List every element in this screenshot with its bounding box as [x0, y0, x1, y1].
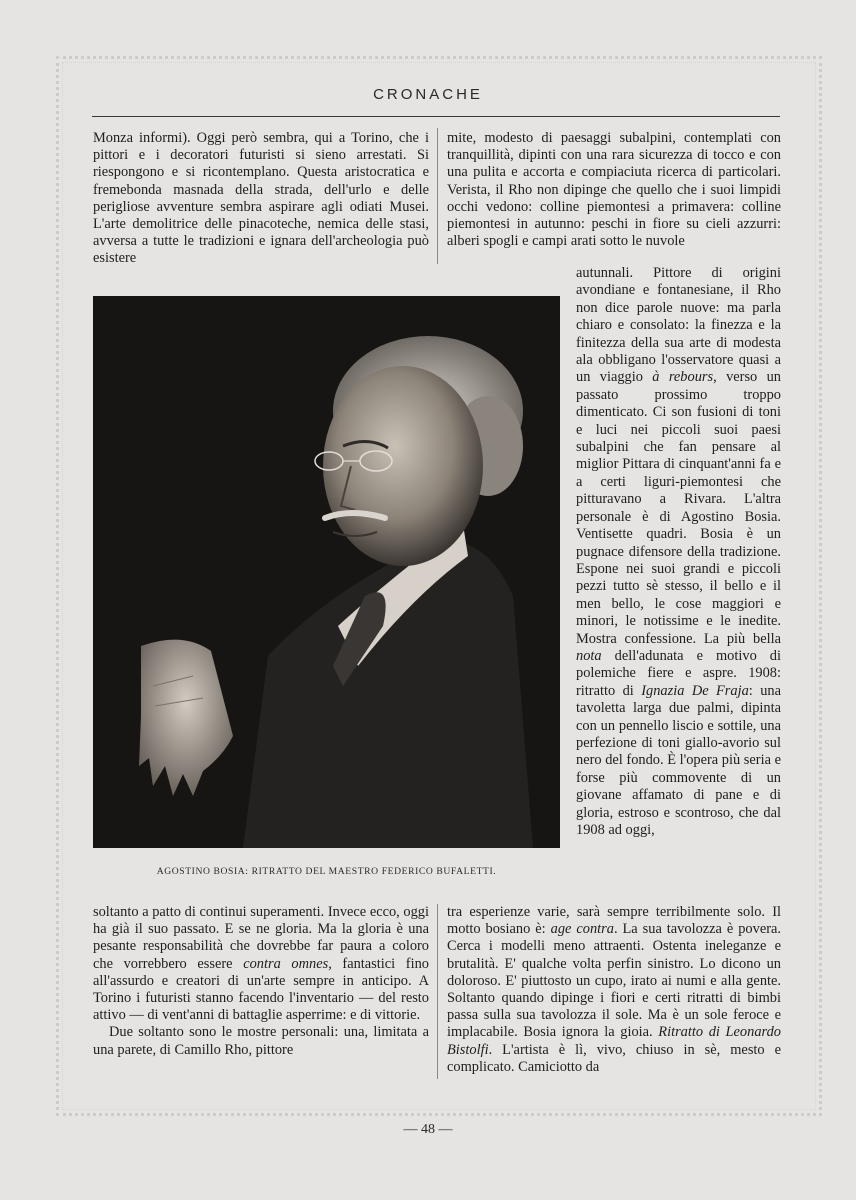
page-number: — 48 —: [403, 1122, 453, 1137]
paragraph: soltanto a patto di continui superamenti. Invece ecco, oggi ha già il suo passato. E se ne gloria. Ma la gloria è una pesante responsabilità che dovrebbe far paura a coloro che vorrebbero essere contra omnes, fantastici fino all'assurdo e creatori di un'arte sempre in anticipo. A Torino i futuristi stanno facendo l'inventario — del resto attivo — di vent'anni di battaglie asperrime: e di vittorie.: [93, 904, 429, 1024]
header-rule: [92, 116, 780, 117]
paragraph: autunnali. Pittore di origini avondiane e fontanesiane, il Rho non dice parole nuove: ma parla chiaro e consolato: la finezza e la finitezza della sua arte di modesta ala obbligano l'osservatore quasi a un viaggio à rebours, verso un passato prossimo troppo dimenticato. Ci son fusioni di toni e luci nei piccoli suoi paesi subalpini che fan pensare al miglior Pittara di cinquant'anni fa e a certi liguri-piemontesi che pitturavano a Rivara. L'altra personale è di Agostino Bosia. Ventisette quadri. Bosia è un pugnace difensore della tradizione. Espone nei suoi grandi e piccoli pezzi tutto sè stesso, il bello e il men bello, le cose maggiori e minori, le notissime e le inedite. Mostra confessione. La più bella nota dell'adunata e motivo di polemiche fiere e aspre. 1908: ritratto di Ignazia De Fraja: una tavoletta larga due palmi, dipinta con un pennello liscio e sottile, una perfezione di toni giallo-avorio sul nero del fondo. È l'opera più seria e forse più commovente di un giovane affamato di pane e di gloria, estroso e scontroso, che dal 1908 ad oggi,: [576, 265, 781, 838]
column-divider: [437, 128, 438, 264]
portrait-photo: [93, 296, 560, 848]
paragraph: Monza informi). Oggi però sembra, qui a Torino, che i pittori e i decoratori futuristi si sieno arrestati. Si riespongono e si ricontemplano. Questa aristocratica e fremebonda masnada della strada, dell'urlo e delle perigliose avventure sembra aspirare agli odiati Musei. L'arte demolitrice delle pinacoteche, nemica delle stasi, avversa a tutte le tradizioni e ignara dell'archeologia può esistere: [93, 130, 429, 267]
narrow-column: [576, 265, 781, 839]
left-column-bottom: [93, 904, 429, 1059]
photo-caption: AGOSTINO BOSIA: RITRATTO DEL MAESTRO FEDERICO BUFALETTI.: [156, 866, 497, 877]
paragraph: tra esperienze varie, sarà sempre terribilmente solo. Il motto bosiano è: age contra. La sua tavolozza è povera. Cerca i modelli meno attraenti. Ostenta ineleganze e brutalità. E' qualche volta perfin sinistro. Lo dicono un doloroso. E' piuttosto un cupo, irato ai numi e alla gente. Soltanto quando dipinge i fiori e certi ritratti di bimbi passa sulla sua tavolozza il sole. Ma è un sole feroce e implacabile. Bosia ignora la gioia. Ritratto di Leonardo Bistolfi. L'artista è lì, vivo, chiuso in sè, mesto e complicato. Camiciotto da: [447, 904, 781, 1075]
right-column-bottom: [447, 904, 781, 1076]
column-divider: [437, 904, 438, 1079]
running-head: CRONACHE: [373, 86, 483, 103]
portrait-illustration: [93, 296, 560, 848]
paragraph: Due soltanto sono le mostre personali: una, limitata a una parete, di Camillo Rho, pittore: [93, 1024, 429, 1058]
right-column-top: [447, 130, 781, 250]
paragraph: mite, modesto di paesaggi subalpini, contemplati con tranquillità, dipinti con una rara sicurezza di tocco e con una pulita e accorta e compiaciuta ricerca di particolari. Verista, il Rho non dipinge che quello che i suoi limpidi occhi vedono: colline piemontesi a primavera: colline piemontesi in autunno: peschi in fiore su cieli azzurri: alberi spogli e campi arati sotto le nuvole: [447, 130, 781, 250]
left-column-top: [93, 130, 429, 268]
